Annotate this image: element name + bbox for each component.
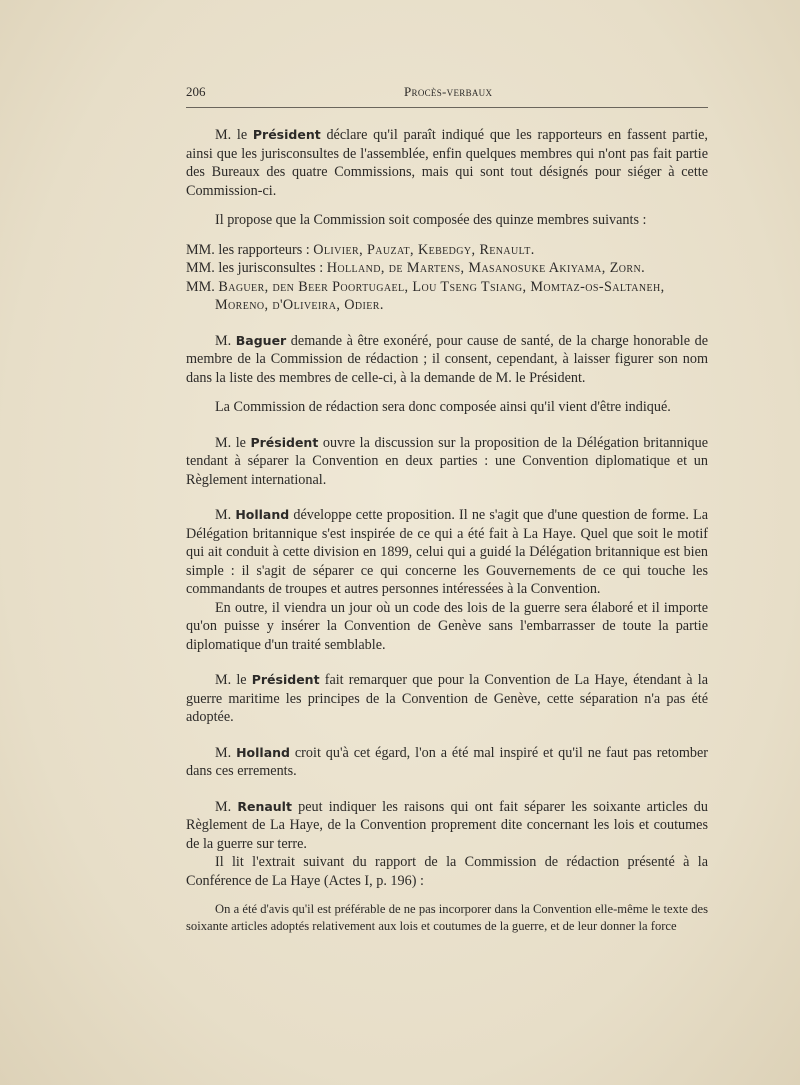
paragraph-lead: M. — [215, 744, 237, 761]
running-title: Procès-verbaux — [404, 84, 493, 99]
member-list-line — [186, 259, 708, 278]
paragraph-text: demande à être exonéré, pour cause de santé, de la charge honorable de membre de la Commission de rédaction ; il consent, cependant, à laisser figurer son nom dans la liste des membres de celle-ci, à la demande de M. le Président. — [186, 332, 709, 386]
paragraph-lead: M. le — [215, 434, 251, 451]
document-body — [186, 126, 708, 935]
paragraph: En outre, il viendra un jour où un code des lois de la guerre sera élaboré et il importe qu'on puisse y insérer la Convention de Genève sans l'embarrasser de toute la partie diplomatique d'un traité semblable. — [186, 599, 708, 653]
page-content — [186, 84, 709, 933]
member-list — [186, 241, 708, 315]
member-list-line: Moreno, d'Oliveira, Odier. — [215, 297, 384, 313]
speaker-name: Holland — [236, 744, 290, 760]
speaker-name: Holland — [235, 507, 290, 522]
paragraph — [186, 126, 708, 200]
page-number: 206 — [186, 84, 206, 99]
paragraph-lead: M. — [215, 798, 238, 815]
speaker-name: Président — [251, 672, 320, 687]
paragraph-lead: M. le — [215, 672, 252, 688]
list-lead: MM. — [186, 278, 219, 295]
paragraph-lead: M. — [215, 332, 236, 349]
paragraph-text: développe cette proposition. Il ne s'agit que d'une question de forme. La Délégation britannique s'est inspirée de ce qui a été fait à La Haye. Quel que soit le motif qui ait conduit à cette division en 1899, celui qui a guidé la Délégation britannique est bien simple : il s'agit de séparer ce qui concerne les Gouvernements de ce qui touche les commandants de troupes et autres personnes intéressées à la Convention. — [186, 507, 709, 597]
paragraph: Il lit l'extrait suivant du rapport de la Commission de rédaction présenté à la Conférence de La Haye (Actes I, p. 196) : — [186, 854, 708, 889]
header-rule — [186, 107, 708, 108]
quoted-extract: On a été d'avis qu'il est préférable de ne pas incorporer dans la Convention elle-même le texte des soixante articles adoptés relativement aux lois et coutumes de la guerre, et de leur donner la force — [186, 902, 708, 933]
paragraph-text: peut indiquer les raisons qui ont fait séparer les soixante articles du Règlement de La Haye, de la Convention proprement dite concernant les lois et coutumes de la guerre sur terre. — [186, 798, 708, 852]
speaker-name: Baguer — [235, 332, 287, 348]
speaker-name: Président — [252, 127, 321, 142]
paragraph — [186, 332, 708, 388]
paragraph-text: déclare qu'il paraît indiqué que les rapporteurs en fassent partie, ainsi que les jurisconsultes de l'assemblée, enfin quelques membres qui n'ont pas fait partie des Bureaux des quatre Commissions, mais qui sont tout désignés pour siéger à cette Commission-ci. — [186, 127, 708, 199]
paragraph — [186, 671, 708, 727]
paragraph-lead: M. — [215, 507, 236, 523]
paragraph — [186, 798, 708, 854]
list-lead: MM. les jurisconsultes : — [186, 260, 327, 276]
page-header — [186, 84, 708, 102]
member-names: Holland, de Martens, Masanosuke Akiyama, Zorn. — [326, 260, 646, 276]
paragraph-text: croit qu'à cet égard, l'on a été mal inspiré et qu'il ne faut pas retomber dans ces errements. — [186, 744, 708, 779]
paragraph — [186, 744, 708, 781]
speaker-name: Renault — [237, 798, 292, 814]
speaker-name: Président — [250, 434, 319, 450]
list-lead: MM. les rapporteurs : — [186, 241, 314, 258]
paragraph: Il propose que la Commission soit composée des quinze membres suivants : — [215, 212, 647, 228]
paragraph-text: fait remarquer que pour la Convention de La Haye, étendant à la guerre maritime les principes de la Convention de Genève, cette séparation n'a pas été adoptée. — [186, 672, 708, 725]
member-list-line — [186, 241, 708, 260]
paragraph — [186, 434, 708, 490]
member-names: Olivier, Pauzat, Kebedgy, Renault. — [313, 241, 535, 258]
paragraph-lead: M. le — [215, 127, 253, 143]
paragraph — [186, 506, 708, 599]
member-names: Baguer, den Beer Poortugael, Lou Tseng Tsiang, Momtaz-os-Saltaneh, — [218, 278, 665, 295]
member-list-line — [186, 278, 708, 297]
paragraph: La Commission de rédaction sera donc composée ainsi qu'il vient d'être indiqué. — [215, 399, 671, 415]
paragraph-text: ouvre la discussion sur la proposition de la Délégation britannique tendant à séparer la Convention en deux parties : une Convention diplomatique et un Règlement international. — [186, 434, 708, 488]
